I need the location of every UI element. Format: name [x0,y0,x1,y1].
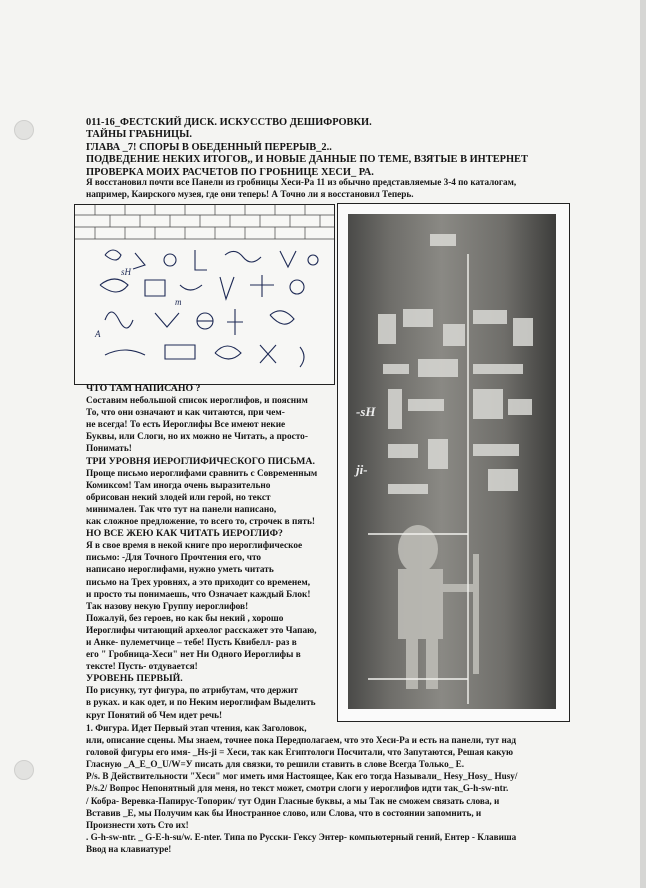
bottom-line: или, описание сцены. Мы знаем, точнее пока Передполагаем, что это Хеси-Ра и есть на панели, тут над [86,735,516,746]
column-line: ЧТО ТАМ НАПИСАНО ? [86,383,201,394]
photo-surface [348,214,556,709]
header-line: ПРОВЕРКА МОИХ РАСЧЕТОВ ПО ГРОБНИЦЕ ХЕСИ_ РА. [86,166,374,178]
column-line: обрисован некий злодей или герой, но текст [86,492,271,503]
bottom-line: . G-h-sw-ntr. _ G-E-h-su/w. E-nter. Типа по Русски- Гексу Энтер- компьютерный гений, Ентер - Клавиша [86,831,517,842]
hieroglyph-sketch-drawing [75,205,334,384]
panel-relief-drawing [348,214,556,709]
column-line: и просто ты понимаешь, что Означает каждый Блок! [86,589,311,600]
column-line: в руках. и как одет, и по Неким иероглифам Выделить [86,698,316,709]
column-line: Проще письмо иероглифами сравнить с Современным [86,468,318,479]
bottom-line: головой фигуры его имя- _Hs-ji = Хеси, так как Египтологи Посчитали, что Запутаются, Решая какую [86,747,514,758]
column-line: То, что они означают и как читаются, при чем- [86,408,285,419]
column-line: Иероглифы читающий археолог расскажет это Чапаю, [86,625,317,636]
bottom-line: Гласную _A_E_O_U/W=У писать для связки, то решили ставить в слове Всегда Только_ Е. [86,759,465,770]
column-line: Так назову некую Группу иероглифов! [86,601,249,612]
hieroglyph-sketch-figure [74,204,335,385]
bottom-line: P/s.2/ Вопрос Непонятный для меня, но текст может, смотри слоги у иероглифов идти так_G-h-sw-ntr. [86,783,509,794]
column-line: написано иероглифами, нужно уметь читать [86,565,274,576]
header-line: ТАЙНЫ ГРАБНИЦЫ. [86,129,192,141]
intro-line: например, Каирского музея, где они теперь! А Точно ли я восстановил Теперь. [86,188,414,199]
bottom-line: / Кобра- Веревка-Папирус-Топорик/ тут Один Гласные буквы, а мы Так не сможем связать слова, и [86,795,500,806]
column-line: Составим небольшой список иероглифов, и поясним [86,396,308,407]
intro-paragraph [86,177,576,201]
bottom-line: Произнести хоть Сто их! [86,819,189,830]
left-text-column [86,383,336,722]
bottom-line: 1. Фигура. Идет Первый этап чтения, как Заголовок, [86,723,307,733]
column-line: НО ВСЕ ЖЕЮ КАК ЧИТАТЬ ИЕРОГЛИФ? [86,528,283,540]
bottom-line: P/s. В Действительности "Хеси" мог иметь имя Настоящее, Как его тогда Называли_ Hesy_Hosy_ Husy/ [86,771,518,782]
photo-label: -sH [356,404,376,419]
column-line: как сложное предложение, то всего то, строчек в пять! [86,517,315,528]
header-line: ГЛАВА _7! СПОРЫ В ОБЕДЕННЫЙ ПЕРЕРЫВ_2.. [86,141,332,153]
header-line: 011-16_ФЕСТСКИЙ ДИСК. ИСКУССТВО ДЕШИФРОВКИ. [86,117,372,128]
column-line: УРОВЕНЬ ПЕРВЫЙ. [86,673,183,685]
intro-line: Я восстановил почти все Панели из гробницы Хеси-Ра 11 из обычно представляемые 3-4 по каталогам, [86,177,517,187]
column-line: минимален. Так что тут на панели написано, [86,504,277,515]
document-header [86,117,528,179]
column-line: текстe! Пусть- отдувается! [86,662,198,673]
column-line: письмо на Трех уровнях, а это приходит со временем, [86,577,311,588]
sketch-label: sH [121,267,132,277]
column-line: Буквы, или Слоги, но их можно не Читать, а просто- [86,432,308,443]
column-line: не всегда! То есть Иероглифы Все имеют некие [86,420,286,431]
column-line: Пожалуй, без героев, но как бы некий , хорошо [86,613,284,624]
column-line: Понимать! [86,444,132,455]
column-line: Я в свое время в некой книге про иероглифическое [86,541,303,552]
header-line: ПОДВЕДЕНИЕ НЕКИХ ИТОГОВ,, И НОВЫЕ ДАННЫЕ ПО ТЕМЕ, ВЗЯТЫЕ В ИНТЕРНЕТ [86,154,528,166]
column-line: его " Гробница-Хеси" нет Ни Одного Иероглифы в [86,650,301,661]
sketch-label: m [175,297,182,307]
bottom-line: Вставив _Е, мы Получим как бы Иностранное слово, или Слова, что в состоянии запомнить, и [86,807,482,818]
column-line: и Анке- пулеметчице – тебе! Пусть Квибелл- раз в [86,637,297,648]
column-line: круг Понятий об Чем идет речь! [86,710,223,721]
photo-label: ji- [356,462,368,477]
bottom-text-block [86,722,576,855]
sketch-label: A [95,329,101,339]
scan-edge [640,0,646,888]
column-line: По рисунку, тут фигура, по атрибутам, что держит [86,686,298,697]
hesy-ra-panel-photo [337,203,570,722]
bottom-line: Ввод на клавиатуре! [86,843,172,854]
column-line: ТРИ УРОВНЯ ИЕРОГЛИФИЧЕСКОГО ПИСЬМА. [86,455,315,467]
punch-hole [14,120,34,140]
punch-hole [14,760,34,780]
column-line: письмо: -Для Точного Прочтения его, что [86,553,262,564]
column-line: Комиксом! Там иногда очень выразительно [86,480,271,491]
